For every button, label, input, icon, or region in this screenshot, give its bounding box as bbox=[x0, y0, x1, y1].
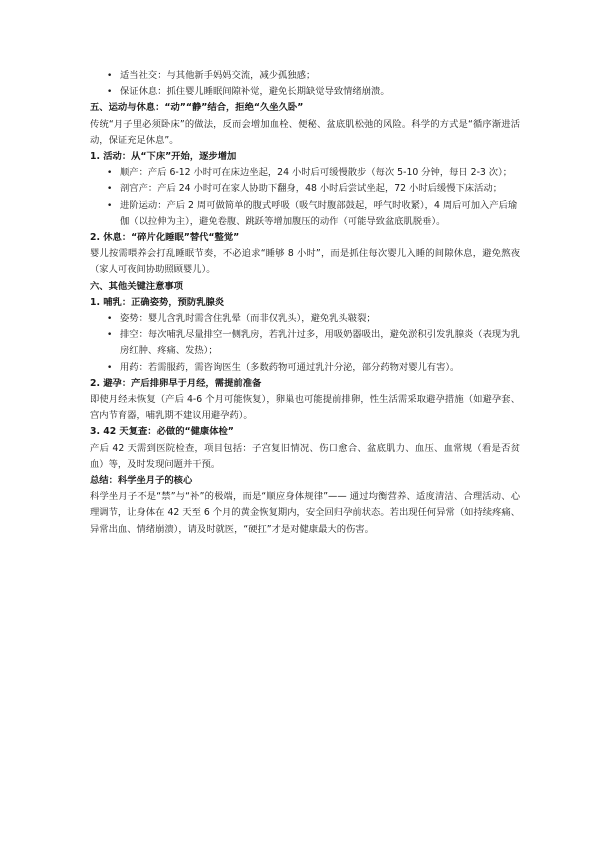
summary-heading: 总结：科学坐月子的核心 bbox=[90, 475, 193, 487]
bullet-icon: • bbox=[107, 362, 113, 373]
bullet-icon: • bbox=[107, 168, 113, 179]
bullet-icon: • bbox=[107, 87, 113, 98]
checkup-paragraph: 产后 42 天需到医院检查，项目包括：子宫复旧情况、伤口愈合、盆底肌力、血压、血常规（看是否贫血）等，及时发现问题并干预。 bbox=[90, 442, 520, 470]
contraception-paragraph: 即使月经未恢复（产后 4-6 个月可能恢复），卵巢也可能提前排卵，性生活需采取避孕措施（如避孕套、宫内节育器，哺乳期不建议用避孕药）。 bbox=[90, 394, 520, 422]
bullet-icon: • bbox=[107, 71, 113, 81]
subheading-rest: 2. 休息：“碎片化睡眠”替代“整觉” bbox=[90, 232, 240, 244]
summary-paragraph: 科学坐月子不是“禁”与“补”的极端，而是“顺应身体规律”—— 通过均衡营养、适度清洁、合理活动、心理调节，让身体在 42 天至 6 个月的黄金恢复期内，安全回归孕前状态。若出现任何异常（如持续疼痛、异常出血、情绪崩溃），请及时就医，“硬扛”才是对健康最大的伤害。 bbox=[90, 491, 520, 535]
subheading-breastfeeding: 1. 哺乳：正确姿势，预防乳腺炎 bbox=[90, 296, 225, 308]
list-item: • 姿势：婴儿含乳时需含住乳晕（而非仅乳头），避免乳头皲裂； bbox=[90, 311, 520, 327]
list-item: • 保证休息：抓住婴儿睡眠间隙补觉，避免长期缺觉导致情绪崩溃。 bbox=[90, 84, 520, 100]
bullet-icon: • bbox=[107, 184, 113, 195]
section-heading-6: 六、其他关键注意事项 bbox=[90, 280, 183, 292]
list-item: • 顺产：产后 6-12 小时可在床边坐起，24 小时后可缓慢散步（每次 5-10 分钟，每日 2-3 次）； bbox=[90, 165, 520, 181]
document-body bbox=[90, 68, 520, 538]
list-item: • 用药：若需服药，需咨询医生（多数药物可通过乳汁分泌，部分药物对婴儿有害）。 bbox=[90, 360, 520, 376]
list-item: • 排空：每次哺乳尽量排空一侧乳房，若乳汁过多，用吸奶器吸出，避免淤积引发乳腺炎（表现为乳房红肿、疼痛、发热）； bbox=[107, 329, 520, 357]
subheading-checkup: 3. 42 天复查：必做的“健康体检” bbox=[90, 426, 234, 438]
list-item: • 进阶运动：产后 2 周可做简单的腹式呼吸（吸气时腹部鼓起，呼气时收紧），4 周后可加入产后瑜伽（以拉伸为主），避免卷腹、跳跃等增加腹压的动作（可能导致盆底肌脱垂）。 bbox=[107, 199, 518, 227]
bullet-icon: • bbox=[107, 330, 113, 341]
subheading-contraception: 2. 避孕：产后排卵早于月经，需提前准备 bbox=[90, 377, 262, 389]
subheading-activity: 1. 活动：从“下床”开始，逐步增加 bbox=[90, 151, 237, 163]
bullet-icon: • bbox=[107, 314, 113, 325]
list-item: • 适当社交：与其他新手妈妈交流，减少孤独感； bbox=[90, 68, 520, 84]
rest-paragraph: 婴儿按需喂养会打乱睡眠节奏，不必追求“睡够 8 小时”，而是抓住每次婴儿入睡的间隙休息，避免熬夜（家人可夜间协助照顾婴儿）。 bbox=[90, 248, 520, 276]
section-5-intro: 传统“月子里必须卧床”的做法，反而会增加血栓、便秘、盆底肌松弛的风险。科学的方式是“循序渐进活动，保证充足休息”。 bbox=[90, 118, 520, 146]
bullet-icon: • bbox=[107, 200, 113, 211]
section-heading-5: 五、运动与休息：“动”“静”结合，拒绝“久坐久卧” bbox=[90, 102, 304, 114]
list-item: • 剖宫产：产后 24 小时可在家人协助下翻身，48 小时后尝试坐起，72 小时后缓慢下床活动； bbox=[90, 181, 520, 197]
